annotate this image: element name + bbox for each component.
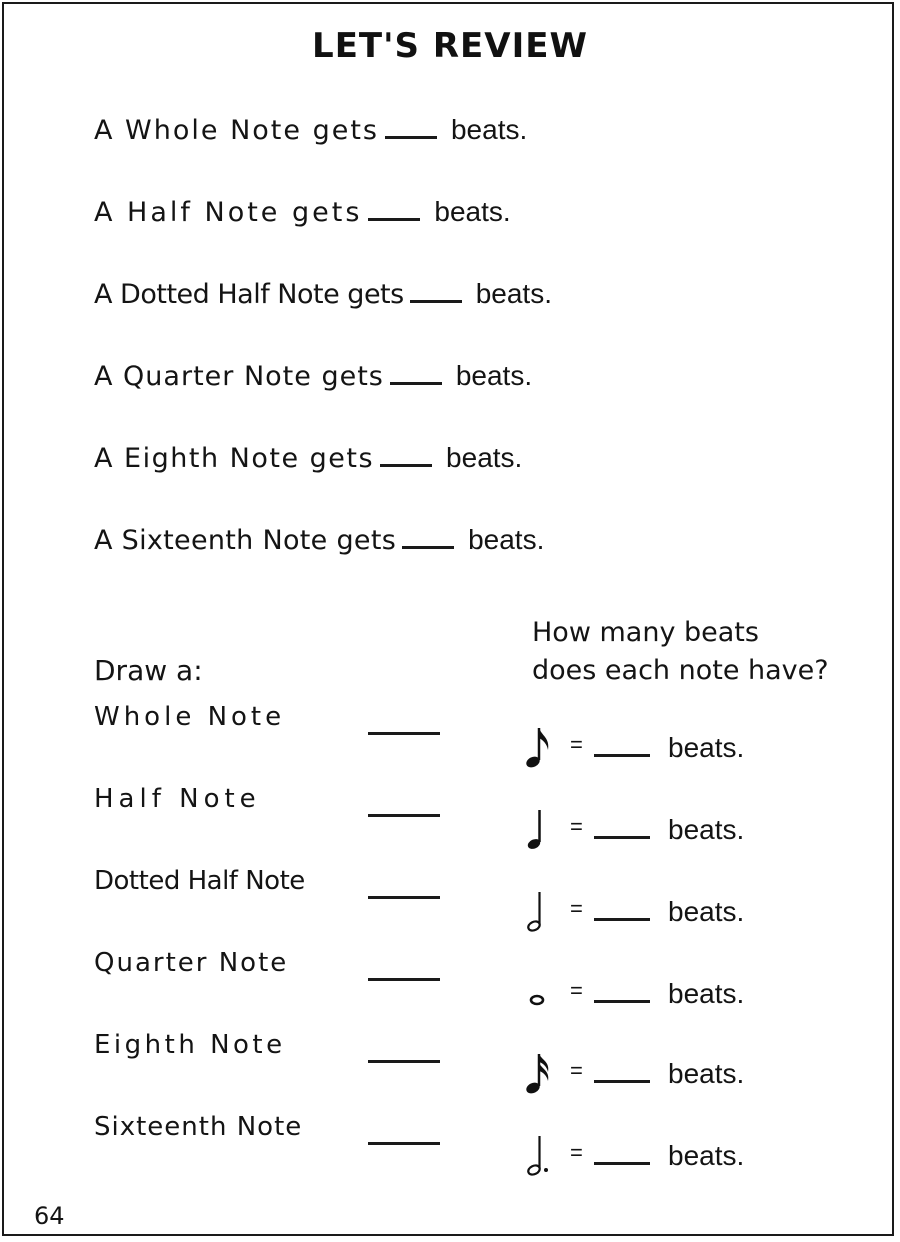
draw-row bbox=[94, 948, 288, 988]
beats-unit: beats. bbox=[668, 896, 745, 927]
draw-label: Quarter Note bbox=[94, 948, 289, 978]
beats-blank[interactable] bbox=[594, 734, 650, 757]
question-row bbox=[94, 442, 522, 482]
question-text: A Dotted Half Note gets bbox=[94, 279, 404, 310]
equals-sign: = bbox=[570, 732, 583, 757]
draw-blank[interactable] bbox=[368, 958, 440, 981]
sixteenth-note-icon bbox=[524, 1050, 554, 1098]
answer-blank[interactable] bbox=[410, 280, 462, 303]
equals-sign: = bbox=[570, 978, 583, 1003]
equals-sign: = bbox=[570, 896, 583, 921]
question-text: A Half Note gets bbox=[94, 197, 363, 228]
beats-unit: beats. bbox=[668, 1058, 745, 1089]
draw-label: Sixteenth Note bbox=[94, 1112, 303, 1142]
beats-heading-line: does each note have? bbox=[532, 655, 829, 686]
draw-blank[interactable] bbox=[368, 876, 440, 899]
draw-blank[interactable] bbox=[368, 712, 440, 735]
question-unit: beats. bbox=[468, 524, 545, 555]
beats-blank[interactable] bbox=[594, 1060, 650, 1083]
answer-blank[interactable] bbox=[380, 444, 432, 467]
page-number: 64 bbox=[34, 1202, 65, 1230]
equals-sign: = bbox=[570, 1140, 583, 1165]
question-text: A Quarter Note gets bbox=[94, 361, 384, 392]
question-unit: beats. bbox=[455, 360, 533, 391]
answer-blank[interactable] bbox=[368, 198, 420, 221]
beats-heading bbox=[532, 614, 829, 690]
draw-blank[interactable] bbox=[368, 794, 440, 817]
question-text: A Sixteenth Note gets bbox=[94, 525, 397, 556]
question-row bbox=[94, 524, 544, 564]
draw-row bbox=[94, 866, 305, 906]
beats-unit: beats. bbox=[668, 1140, 745, 1171]
question-unit: beats. bbox=[434, 196, 511, 227]
draw-row bbox=[94, 1112, 302, 1152]
beats-unit: beats. bbox=[668, 978, 745, 1009]
answer-blank[interactable] bbox=[385, 116, 437, 139]
beats-unit: beats. bbox=[668, 732, 745, 763]
dotted-half-note-icon bbox=[524, 1132, 554, 1180]
beats-blank[interactable] bbox=[594, 1142, 650, 1165]
page-title: LET'S REVIEW bbox=[312, 26, 588, 66]
question-unit: beats. bbox=[446, 442, 523, 473]
beats-unit: beats. bbox=[668, 814, 745, 845]
whole-note-icon bbox=[524, 970, 554, 1018]
beats-blank[interactable] bbox=[594, 898, 650, 921]
beats-heading-line: How many beats bbox=[532, 617, 759, 648]
draw-blank[interactable] bbox=[368, 1040, 440, 1063]
question-row bbox=[94, 360, 532, 400]
equals-sign: = bbox=[570, 814, 583, 839]
eighth-note-icon bbox=[524, 724, 554, 772]
question-row bbox=[94, 114, 527, 154]
question-unit: beats. bbox=[450, 114, 528, 145]
question-text: A Eighth Note gets bbox=[94, 443, 375, 474]
half-note-icon bbox=[524, 888, 554, 936]
equals-sign: = bbox=[570, 1058, 583, 1083]
draw-label: Half Note bbox=[94, 784, 261, 814]
quarter-note-icon bbox=[524, 806, 554, 854]
draw-row bbox=[94, 702, 285, 742]
draw-label: Dotted Half Note bbox=[94, 866, 305, 896]
question-row bbox=[94, 196, 511, 236]
draw-row bbox=[94, 784, 261, 824]
draw-heading: Draw a: bbox=[94, 654, 203, 687]
answer-blank[interactable] bbox=[390, 362, 442, 385]
draw-label: Whole Note bbox=[94, 702, 286, 732]
draw-blank[interactable] bbox=[368, 1122, 440, 1145]
beats-blank[interactable] bbox=[594, 980, 650, 1003]
question-text: A Whole Note gets bbox=[94, 115, 379, 146]
draw-label: Eighth Note bbox=[94, 1030, 286, 1060]
question-unit: beats. bbox=[475, 278, 552, 309]
draw-row bbox=[94, 1030, 286, 1070]
beats-blank[interactable] bbox=[594, 816, 650, 839]
question-row bbox=[94, 278, 552, 318]
answer-blank[interactable] bbox=[402, 526, 454, 549]
